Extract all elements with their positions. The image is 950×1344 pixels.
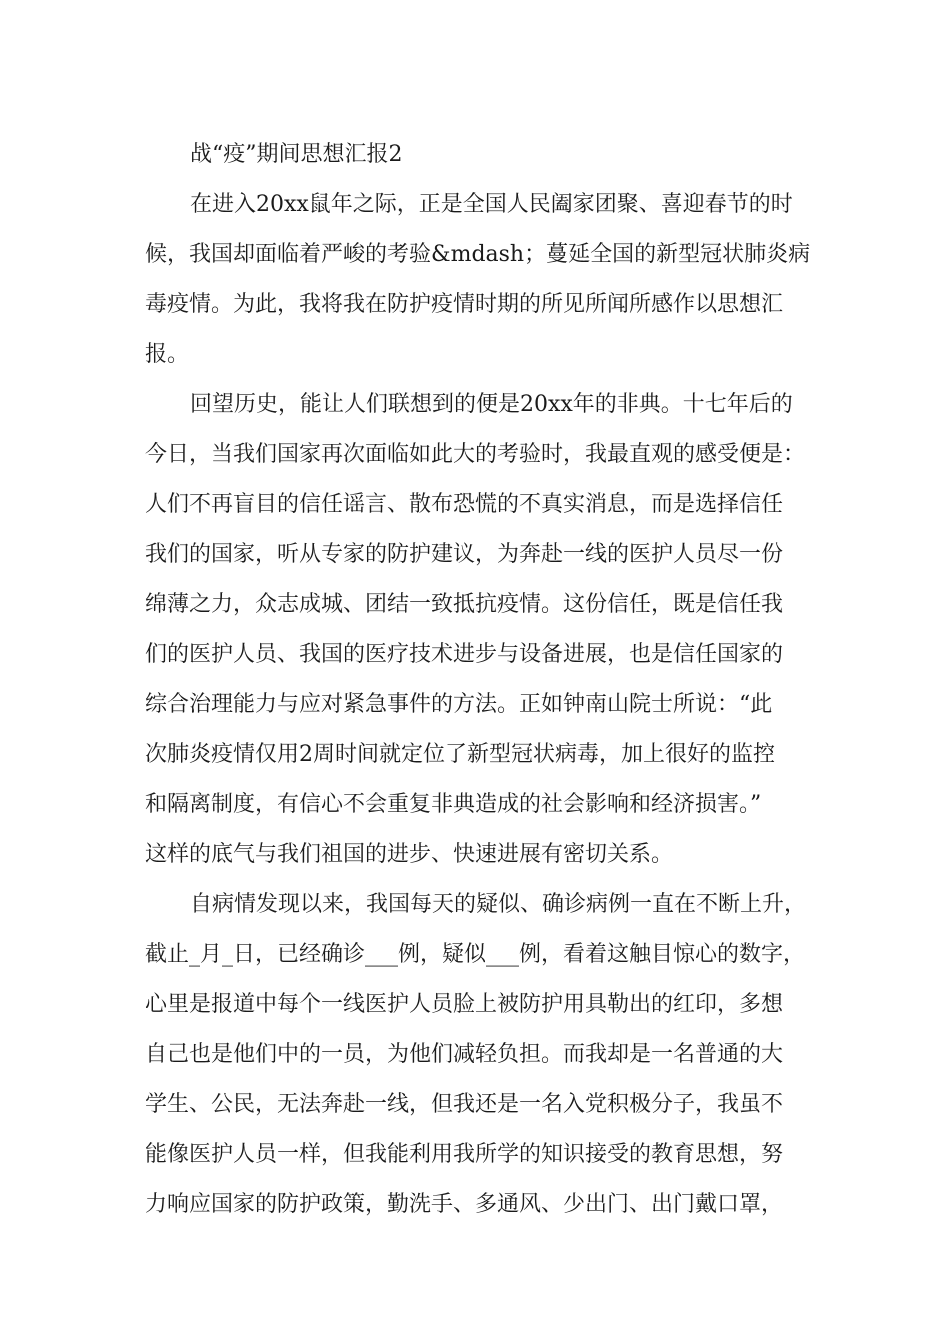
paragraph-2 — [145, 380, 805, 880]
text-line: 力响应国家的防护政策，勤洗手、多通风、少出门、出门戴口罩， — [145, 1192, 784, 1217]
text-line: 次肺炎疫情仅用2周时间就定位了新型冠状病毒，加上很好的监控 — [145, 742, 775, 767]
text-line: 们的医护人员、我国的医疗技术进步与设备进展，也是信任国家的 — [145, 642, 784, 667]
text-line: 毒疫情。为此，我将我在防护疫情时期的所见所闻所感作以思想汇 — [145, 292, 784, 317]
text-line: 报。 — [145, 342, 190, 367]
text-line: 自己也是他们中的一员，为他们减轻负担。而我却是一名普通的大 — [145, 1042, 784, 1067]
text-line: 在进入20xx鼠年之际，正是全国人民阖家团聚、喜迎春节的时 — [190, 192, 793, 217]
paragraph-1 — [145, 180, 811, 380]
paragraph-3 — [145, 880, 805, 1230]
text-line: 能像医护人员一样，但我能利用我所学的知识接受的教育思想，努 — [145, 1142, 784, 1167]
text-line: 自病情发现以来，我国每天的疑似、确诊病例一直在不断上升， — [190, 892, 807, 917]
document-body — [145, 130, 811, 1230]
text-line: 和隔离制度，有信心不会重复非典造成的社会影响和经济损害。” — [145, 792, 762, 817]
text-line: 综合治理能力与应对紧急事件的方法。正如钟南山院士所说：“此 — [145, 692, 773, 717]
text-line: 人们不再盲目的信任谣言、散布恐慌的不真实消息，而是选择信任 — [145, 492, 784, 517]
document-title: 战“疫”期间思想汇报2 — [190, 142, 403, 167]
text-line: 我们的国家，听从专家的防护建议，为奔赴一线的医护人员尽一份 — [145, 542, 784, 567]
text-line: 这样的底气与我们祖国的进步、快速进展有密切关系。 — [145, 842, 674, 867]
text-line: 心里是报道中每个一线医护人员脸上被防护用具勒出的红印，多想 — [145, 992, 784, 1017]
text-line: 截止_月_日，已经确诊___例，疑似___例，看着这触目惊心的数字， — [145, 942, 806, 967]
text-line: 今日，当我们国家再次面临如此大的考验时，我最直观的感受便是： — [145, 442, 806, 467]
text-line: 学生、公民，无法奔赴一线，但我还是一名入党积极分子，我虽不 — [145, 1092, 784, 1117]
text-line: 回望历史，能让人们联想到的便是20xx年的非典。十七年后的 — [190, 392, 793, 417]
text-line: 绵薄之力，众志成城、团结一致抵抗疫情。这份信任，既是信任我 — [145, 592, 784, 617]
text-line: 候，我国却面临着严峻的考验&mdash；蔓延全国的新型冠状肺炎病 — [145, 242, 811, 267]
